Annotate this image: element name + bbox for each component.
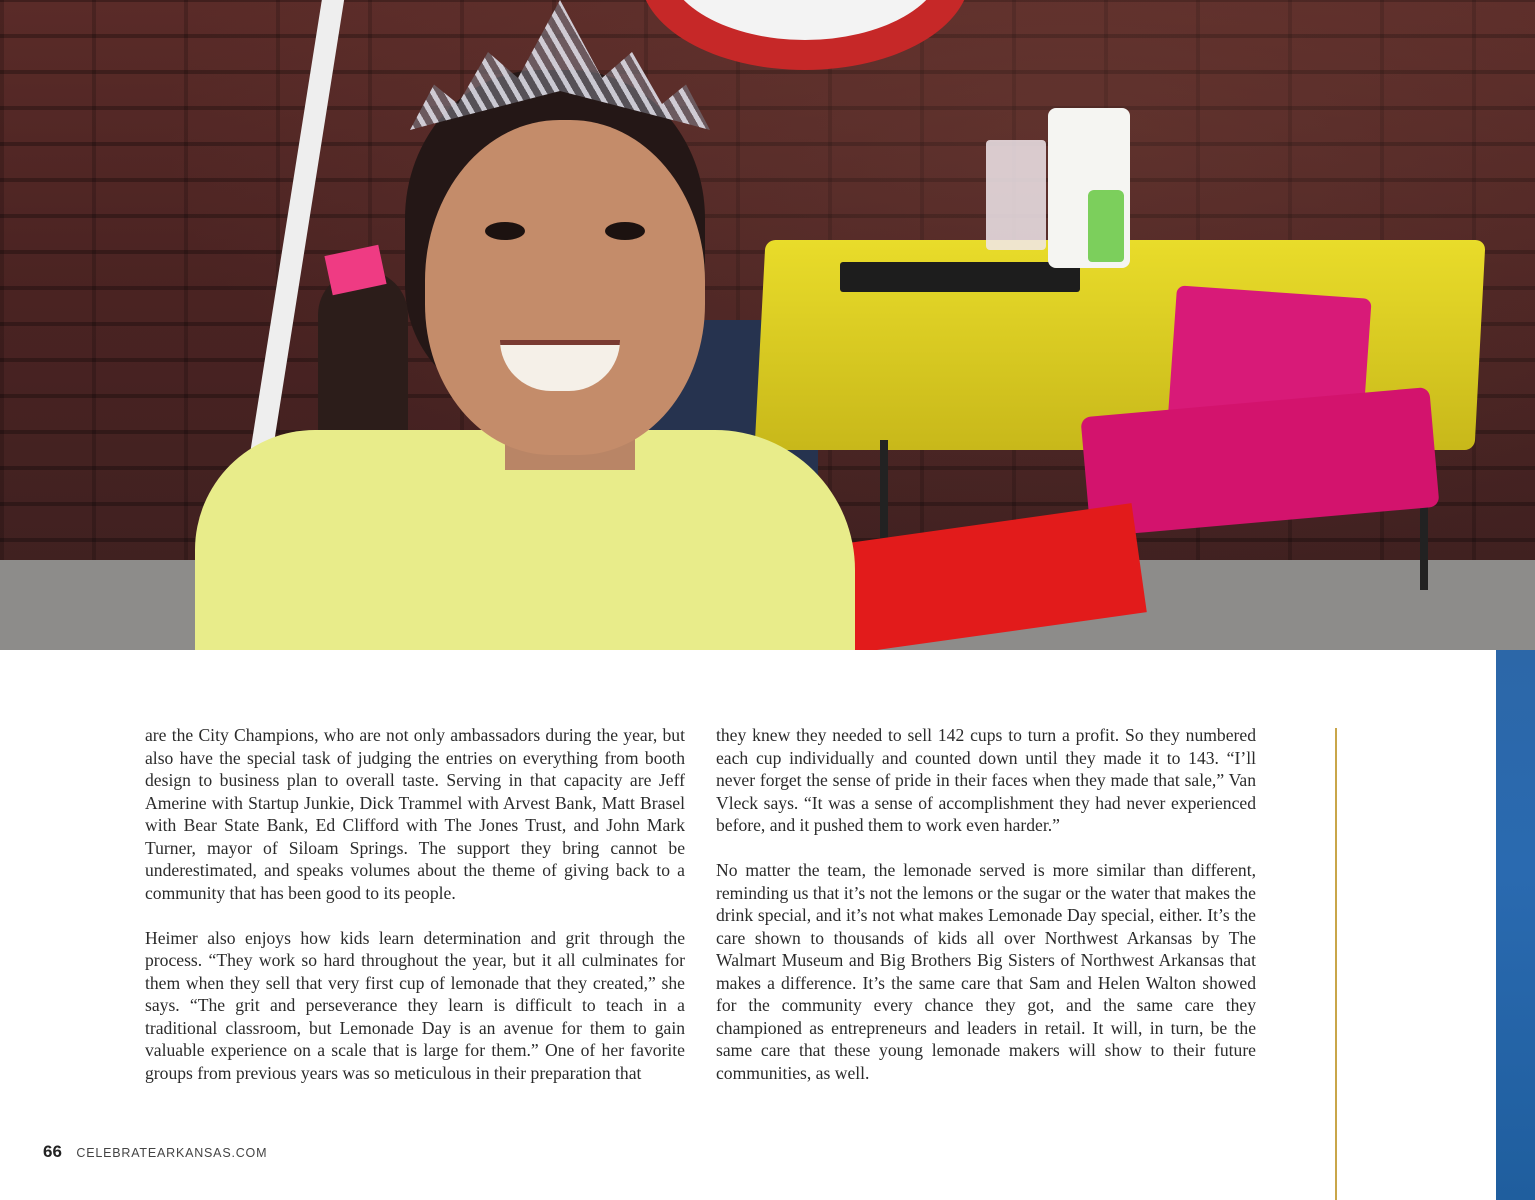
article-column-left <box>145 724 685 1107</box>
girl-face <box>425 120 705 455</box>
laptop <box>840 262 1080 292</box>
paragraph: they knew they needed to sell 142 cups to turn a profit. So they numbered each cup individually and counted down until they made it to 143. “I’ll never forget the sense of pride in their faces when they made that sale,” Van Vleck says. “It was a sense of accomplishment they had never experienced before, and it pushed them to work even harder.” <box>716 725 1256 835</box>
page-folio <box>43 1142 267 1162</box>
column-rule <box>1335 728 1337 1200</box>
cup-jar <box>986 140 1046 250</box>
edge-color-strip <box>1496 650 1535 1200</box>
girl-eye <box>605 222 645 240</box>
paragraph: Heimer also enjoys how kids learn determination and grit through the process. “They work so hard throughout the year, but it all culminates for them when they sell that very first cup of lemonade that they created,” she says. “The grit and perseverance they learn is difficult to teach in a traditional classroom, but Lemonade Day is an avenue for them to gain valuable experience on a scale that is large for them.” One of her favorite groups from previous years was so meticulous in their preparation that <box>145 927 685 1083</box>
page-number: 66 <box>43 1142 62 1161</box>
girl-eye <box>485 222 525 240</box>
website-url: CELEBRATEARKANSAS.COM <box>76 1146 268 1160</box>
paragraph: are the City Champions, who are not only ambassadors during the year, but also have the special task of judging the entries on everything from booth design to business plan to overall taste. Serving in that capacity are Jeff Amerine with Startup Junkie, Dick Trammel with Arvest Bank, Matt Brasel with Bear State Bank, Ed Clifford with The Jones Trust, and John Mark Turner, mayor of Siloam Springs. The support they bring cannot be underestimated, and speaks volumes about the theme of giving back to a community that has been good to its people. <box>145 725 685 903</box>
paragraph: No matter the team, the lemonade served is more similar than different, reminding us that it’s not the lemons or the sugar or the water that makes the drink special, and it’s not what makes Lemonade Day special, either. It’s the care shown to thousands of kids all over Northwest Arkansas by The Walmart Museum and Big Brothers Big Sisters of Northwest Arkansas that makes a difference. It’s the same care that Sam and Helen Walton showed for the community every chance they got, and the same care they championed as entrepreneurs and leaders in retail. It will, in turn, be the same care that these young lemonade makers will show to their future communities, as well. <box>716 860 1256 1083</box>
sanitizer-bottle <box>1088 190 1124 262</box>
article-column-right <box>716 724 1256 1107</box>
